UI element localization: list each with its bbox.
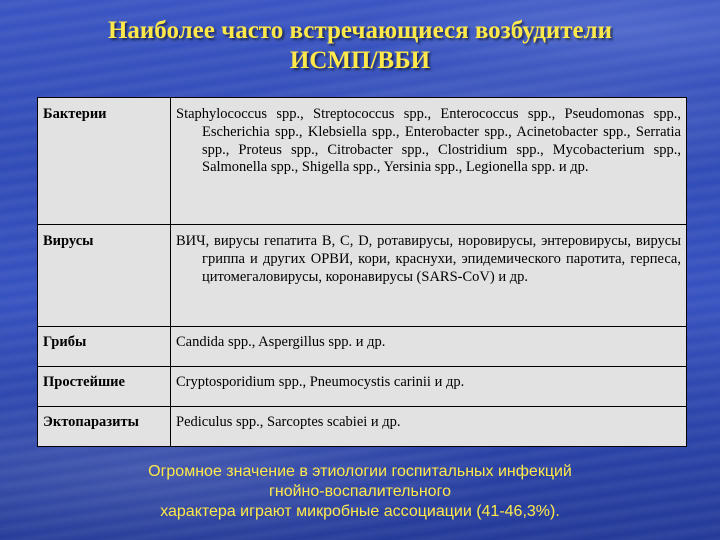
examples-text: Candida spp., Aspergillus spp. и др.	[176, 334, 386, 350]
examples-cell	[171, 225, 687, 327]
table-row-ectoparasites	[38, 407, 687, 447]
slide-title	[0, 16, 720, 76]
footer-line-3: характера играют микробные ассоциации (41-46,3%).	[160, 503, 560, 520]
category-cell: Бактерии	[38, 98, 171, 225]
examples-text: Pediculus spp., Sarcoptes scabiei и др.	[176, 414, 401, 430]
table-row-protozoa	[38, 367, 687, 407]
footer-note	[0, 462, 720, 522]
table-row-bacteria	[38, 98, 687, 225]
slide-title-line-1: Наиболее часто встречающиеся возбудители	[107, 17, 613, 44]
examples-text: Staphylococcus spp., Streptococcus spp., Enterococcus spp., Pseudomonas spp., Escherichia spp., Klebsiella spp., Enterobacter spp., Acinetobacter spp., Serratia spp., Proteus spp., Citrobacter spp., Clostridium spp., Mycobacterium spp., Salmonella spp., Shigella spp., Yersinia spp., Legionella spp. и др.	[176, 106, 681, 176]
examples-cell	[171, 407, 687, 447]
category-cell: Грибы	[38, 327, 171, 367]
examples-cell	[171, 98, 687, 225]
examples-cell	[171, 327, 687, 367]
footer-line-2: гнойно-воспалительного	[269, 483, 451, 500]
examples-cell	[171, 367, 687, 407]
examples-text: ВИЧ, вирусы гепатита В, С, D, ротавирусы, норовирусы, энтеровирусы, вирусы гриппа и других ОРВИ, кори, краснухи, эпидемического паротита, герпеса, цитомегаловирусы, коронавирусы (SARS-CoV) и др.	[176, 233, 681, 285]
footer-line-1: Огромное значение в этиологии госпитальных инфекций	[148, 463, 572, 480]
slide-title-line-2: ИСМП/ВБИ	[289, 47, 431, 74]
table-row-fungi	[38, 327, 687, 367]
category-cell: Эктопаразиты	[38, 407, 171, 447]
examples-text: Cryptosporidium spp., Pneumocystis carinii и др.	[176, 374, 465, 390]
pathogens-table	[37, 97, 687, 447]
category-cell: Простейшие	[38, 367, 171, 407]
category-cell: Вирусы	[38, 225, 171, 327]
table-row-viruses	[38, 225, 687, 327]
